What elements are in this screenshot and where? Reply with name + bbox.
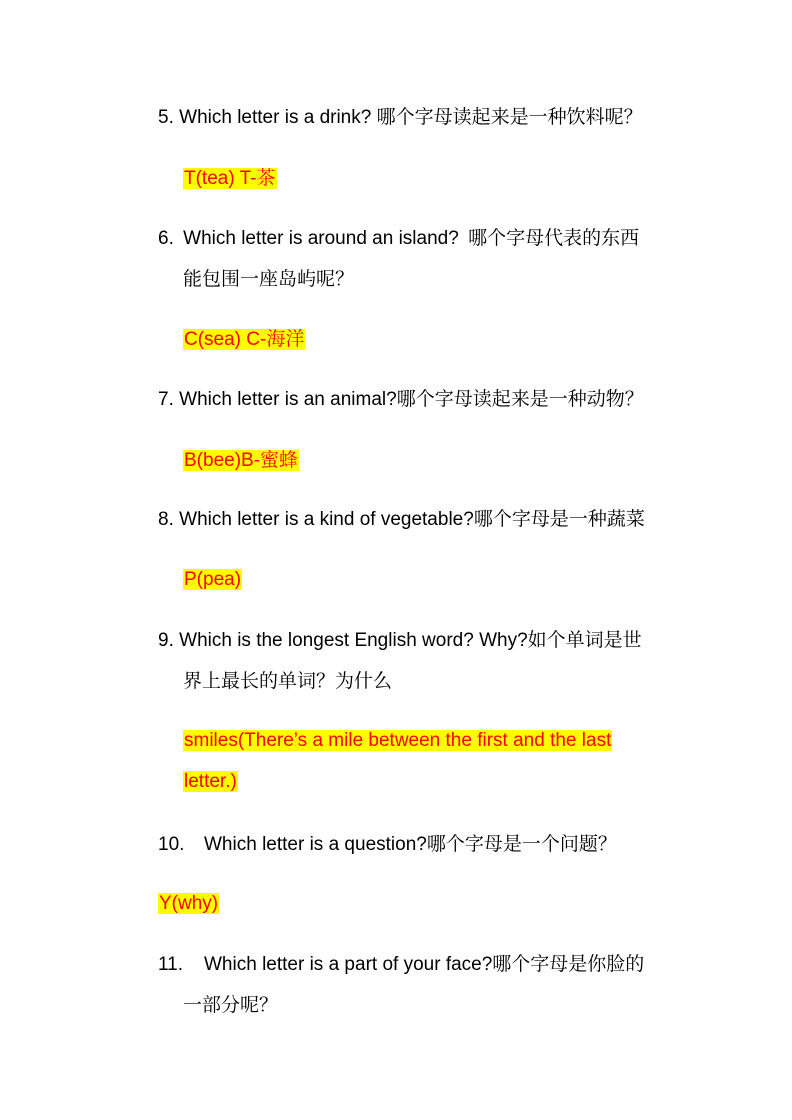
answer-text-en: B(bee)B- <box>184 450 261 471</box>
question-text-en: Which letter is around an island? <box>183 228 459 249</box>
answer-highlight: letter.) <box>184 771 237 792</box>
question-text-en: Which letter is a part of your face? <box>204 954 493 975</box>
question-5 <box>158 105 643 130</box>
question-9 <box>158 628 642 653</box>
question-number: 11. <box>158 954 184 975</box>
question-6-continued: 能包围一座岛屿呢？ <box>183 268 355 290</box>
answer-text-zh: 海洋 <box>266 328 305 350</box>
question-8 <box>158 507 645 532</box>
question-number: 5. <box>158 107 174 128</box>
question-text-en: Which is the longest English word? Why? <box>179 630 528 651</box>
answer-5 <box>183 166 277 191</box>
answer-9-line-2 <box>183 770 238 794</box>
question-10 <box>158 832 617 857</box>
question-number: 9. <box>158 630 174 651</box>
question-9-continued: 界上最长的单词？为什么 <box>183 670 393 692</box>
question-text-zh: 哪个字母读起来是一种饮料呢？ <box>376 106 643 128</box>
question-7 <box>158 387 644 412</box>
answer-highlight <box>183 450 299 471</box>
question-text-zh: 哪个字母代表的东西 <box>468 227 640 249</box>
question-text-en: Which letter is a kind of vegetable? <box>179 509 474 530</box>
answer-6 <box>183 327 305 352</box>
question-number: 6. <box>158 228 174 249</box>
answer-8 <box>183 568 242 592</box>
answer-text-zh: 蜜蜂 <box>260 449 299 471</box>
answer-9-line-1 <box>183 729 612 753</box>
question-text-zh: 哪个字母是一个问题？ <box>426 833 617 855</box>
answer-highlight <box>183 168 277 189</box>
answer-highlight: Y(why) <box>159 893 219 914</box>
question-text-en: Which letter is a drink? <box>179 107 372 128</box>
question-number: 7. <box>158 389 174 410</box>
question-text-zh: 哪个字母是一种蔬菜 <box>473 508 645 530</box>
question-text-zh: 哪个字母是你脸的 <box>492 953 645 975</box>
answer-text-en: C(sea) C- <box>184 329 267 350</box>
question-number: 10. <box>158 834 185 855</box>
answer-text-zh: 茶 <box>256 167 276 189</box>
answer-text-en: T(tea) T- <box>184 168 257 189</box>
question-text-zh: 哪个字母读起来是一种动物？ <box>396 388 644 410</box>
question-text-zh: 如个单词是世 <box>527 629 642 651</box>
question-number: 8. <box>158 509 174 530</box>
question-text-en: Which letter is a question? <box>204 834 427 855</box>
answer-7 <box>183 448 299 473</box>
answer-highlight <box>183 569 242 590</box>
answer-highlight <box>183 329 305 350</box>
answer-text-en: P(pea) <box>184 569 242 590</box>
question-6 <box>158 226 639 251</box>
answer-10 <box>158 892 219 916</box>
answer-highlight: smiles(There’s a mile between the first and the last <box>184 730 612 751</box>
question-11 <box>158 952 644 977</box>
question-text-en: Which letter is an animal? <box>179 389 397 410</box>
question-11-continued: 一部分呢？ <box>183 994 279 1016</box>
